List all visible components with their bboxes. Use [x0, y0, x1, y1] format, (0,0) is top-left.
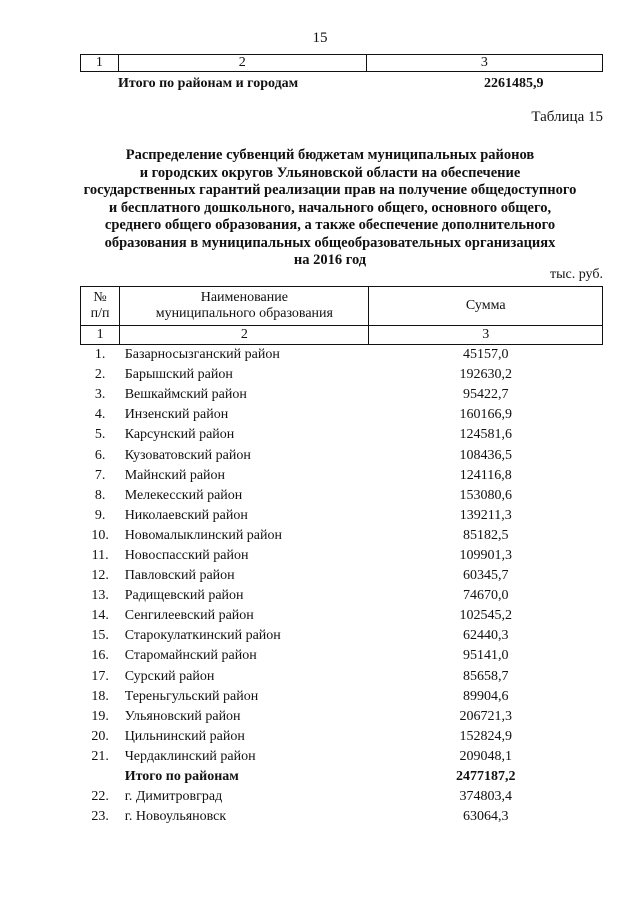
- column-number-row: [81, 55, 603, 72]
- table-row: [81, 566, 603, 586]
- row-sum: 102545,2: [459, 608, 512, 624]
- column-number-cell: 3: [366, 55, 602, 72]
- subvention-table: [80, 286, 603, 827]
- table-total-row: [81, 767, 603, 787]
- header-sum: Сумма: [369, 287, 603, 326]
- row-number: 19.: [91, 708, 109, 724]
- row-number: 7.: [94, 467, 106, 483]
- row-name: Кузоватовский район: [124, 447, 251, 463]
- total-label: Итого по районам и городам: [118, 76, 299, 91]
- row-sum: 2477187,2: [455, 769, 516, 785]
- row-number: 22.: [91, 789, 109, 805]
- row-sum: 74670,0: [462, 588, 509, 604]
- row-name: Барышский район: [124, 367, 233, 383]
- row-sum: 85658,7: [462, 668, 509, 684]
- row-name: Майнский район: [124, 467, 226, 483]
- row-name: Вешкаймский район: [124, 387, 247, 403]
- column-number-cell: 2: [118, 55, 366, 72]
- table-row: [81, 546, 603, 566]
- table-row: [81, 526, 603, 546]
- table-row: [81, 586, 603, 606]
- row-name: г. Новоульяновск: [124, 809, 227, 825]
- row-name: Базарносызганский район: [124, 347, 280, 363]
- row-number: 14.: [91, 608, 109, 624]
- title-line: и бесплатного дошкольного, начального общего, основного общего,: [108, 199, 552, 216]
- row-number: 16.: [91, 648, 109, 664]
- table-header: [81, 287, 603, 326]
- table-row: [81, 506, 603, 526]
- column-number-cell: 2: [120, 326, 369, 345]
- row-sum: 45157,0: [462, 347, 509, 363]
- title-line: на 2016 год: [293, 252, 367, 268]
- row-name: Новоспасский район: [124, 547, 249, 563]
- row-sum: 139211,3: [459, 507, 512, 523]
- row-sum: 95141,0: [462, 648, 509, 664]
- table-row: [81, 486, 603, 506]
- header-number-line2: п/п: [90, 306, 110, 321]
- row-sum: 95422,7: [462, 387, 509, 403]
- row-number: 12.: [91, 568, 109, 584]
- row-sum: 206721,3: [459, 708, 512, 724]
- row-number: 20.: [91, 728, 109, 744]
- row-name: Тереньгульский район: [124, 688, 259, 704]
- row-number: 17.: [91, 668, 109, 684]
- row-name: Карсунский район: [124, 427, 235, 443]
- table-row: [81, 667, 603, 687]
- row-sum: 160166,9: [459, 407, 512, 423]
- row-sum: 85182,5: [462, 527, 509, 543]
- row-sum: 62440,3: [462, 628, 509, 644]
- title-line: государственных гарантий реализации прав на получение общедоступного: [83, 182, 577, 198]
- table-row: [81, 365, 603, 385]
- header-name-line2: муниципального образования: [155, 306, 333, 321]
- row-number: 13.: [91, 588, 109, 604]
- table-row: [81, 626, 603, 646]
- table-row: [81, 787, 603, 807]
- title-line: образования в муниципальных общеобразовательных организациях: [104, 234, 556, 251]
- row-name: Ульяновский район: [124, 708, 241, 724]
- table-row: [81, 747, 603, 767]
- table-row: [81, 807, 603, 827]
- title-line: Распределение субвенций бюджетам муниципальных районов: [125, 147, 535, 163]
- row-name: Радищевский район: [124, 588, 244, 604]
- row-sum: 153080,6: [459, 487, 512, 503]
- row-sum: 192630,2: [459, 367, 512, 383]
- table-row: [81, 687, 603, 707]
- table-row: [81, 405, 603, 425]
- header-number: [81, 287, 120, 326]
- row-sum: 209048,1: [459, 748, 512, 764]
- row-number: 10.: [91, 527, 109, 543]
- column-number-cell: 1: [81, 326, 120, 345]
- document-title: [60, 147, 600, 270]
- table-row: [81, 466, 603, 486]
- units-label: тыс. руб.: [550, 267, 603, 282]
- row-number: 6.: [94, 447, 106, 463]
- previous-table-footer: [80, 54, 603, 72]
- table-row: [81, 727, 603, 747]
- row-name: Мелекесский район: [124, 487, 243, 503]
- row-sum: 109901,3: [459, 547, 512, 563]
- row-sum: 63064,3: [462, 809, 509, 825]
- header-number-line1: №: [93, 290, 107, 305]
- row-number: 15.: [91, 628, 109, 644]
- row-number: 1.: [94, 347, 106, 363]
- row-number: 8.: [94, 487, 106, 503]
- table-label: Таблица 15: [531, 109, 603, 125]
- row-number: [81, 767, 120, 787]
- column-number-cell: 3: [369, 326, 603, 345]
- row-sum: 60345,7: [462, 568, 509, 584]
- row-name: Сенгилеевский район: [124, 608, 254, 624]
- table-row: [81, 425, 603, 445]
- row-sum: 152824,9: [459, 728, 512, 744]
- row-name: Инзенский район: [124, 407, 229, 423]
- title-line: и городских округов Ульяновской области на обеспечение: [139, 164, 521, 181]
- title-line: среднего общего образования, а также обеспечение дополнительного: [104, 217, 556, 233]
- row-sum: 374803,4: [459, 789, 512, 805]
- row-name: Чердаклинский район: [124, 748, 256, 764]
- row-name: Новомалыклинский район: [124, 527, 283, 543]
- row-name: Цильнинский район: [124, 728, 245, 744]
- table-row: [81, 445, 603, 465]
- row-number: 21.: [91, 748, 109, 764]
- row-sum: 124116,8: [459, 467, 512, 483]
- row-name: Павловский район: [124, 568, 235, 584]
- column-number-cell: 1: [81, 55, 119, 72]
- row-number: 18.: [91, 688, 109, 704]
- header-name-line1: Наименование: [200, 290, 288, 305]
- row-name: Николаевский район: [124, 507, 248, 523]
- row-name: г. Димитровград: [124, 789, 223, 805]
- row-name: Старомайнский район: [124, 648, 257, 664]
- row-sum: 124581,6: [459, 427, 512, 443]
- row-name: Старокулаткинский район: [124, 628, 281, 644]
- row-name: Сурский район: [124, 668, 215, 684]
- row-sum: 108436,5: [459, 447, 512, 463]
- row-number: 9.: [94, 507, 106, 523]
- row-name: Итого по районам: [124, 769, 239, 785]
- row-number: 4.: [94, 407, 106, 423]
- row-number: 5.: [94, 427, 106, 443]
- table-row: [81, 646, 603, 666]
- row-number: 11.: [91, 547, 109, 563]
- row-number: 23.: [91, 809, 109, 825]
- row-number: 3.: [94, 387, 106, 403]
- table-row: [81, 707, 603, 727]
- page-number: 15: [312, 30, 328, 46]
- table-row: [81, 345, 603, 366]
- column-number-row: [81, 326, 603, 345]
- row-number: 2.: [94, 367, 106, 383]
- total-value: 2261485,9: [484, 76, 544, 91]
- header-name: [120, 287, 369, 326]
- table-row: [81, 385, 603, 405]
- table-row: [81, 606, 603, 626]
- row-sum: 89904,6: [462, 688, 509, 704]
